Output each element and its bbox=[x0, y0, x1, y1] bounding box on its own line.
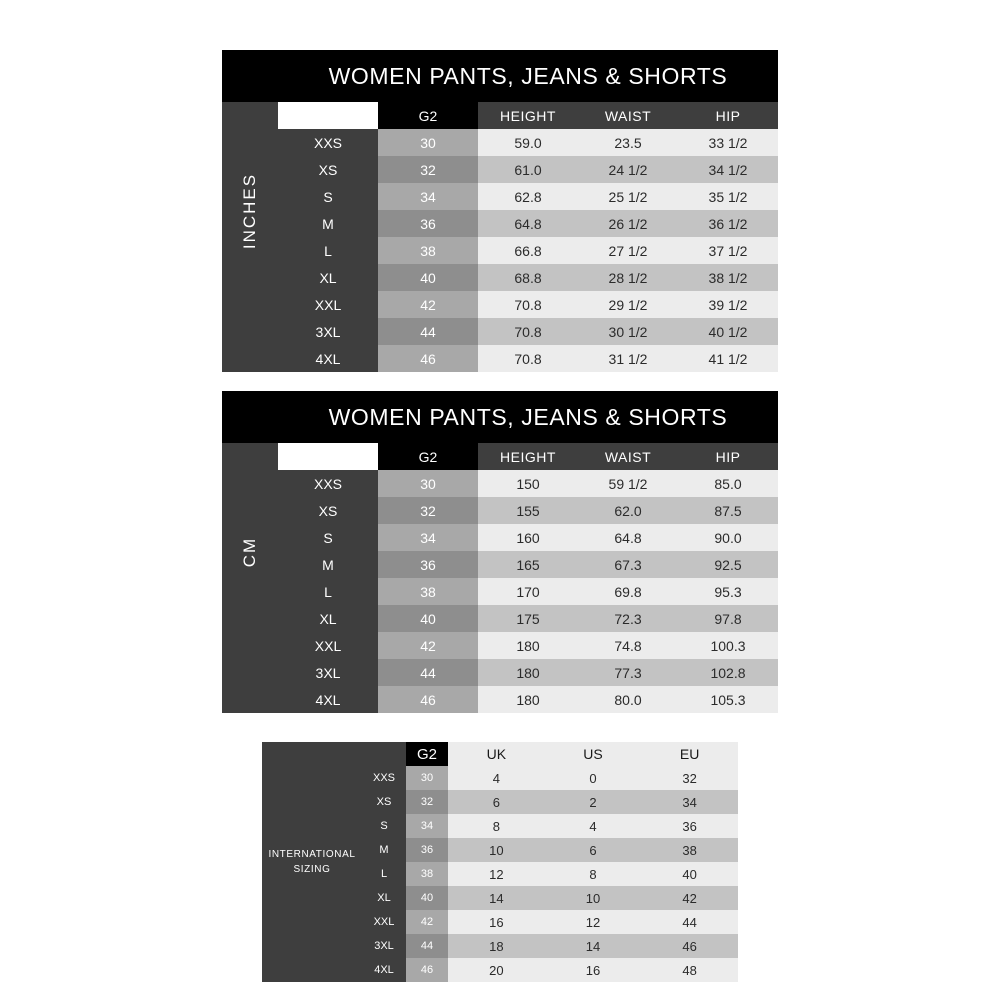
cell-g2: 30 bbox=[378, 129, 478, 156]
col-header-height-cm: HEIGHT bbox=[478, 443, 578, 470]
cell-value: 27 1/2 bbox=[578, 237, 678, 264]
cell-size: XXL bbox=[278, 632, 378, 659]
cell-g2: 32 bbox=[378, 156, 478, 183]
col-header-eu: EU bbox=[641, 742, 738, 766]
cell-value: 40 bbox=[641, 862, 738, 886]
cell-value: 34 1/2 bbox=[678, 156, 778, 183]
cell-size: XXL bbox=[278, 291, 378, 318]
cell-g2: 46 bbox=[406, 958, 448, 982]
cell-g2: 34 bbox=[378, 183, 478, 210]
cell-value: 74.8 bbox=[578, 632, 678, 659]
international-sizing-label: INTERNATIONAL SIZING bbox=[262, 742, 362, 982]
cell-value: 62.0 bbox=[578, 497, 678, 524]
cell-value: 64.8 bbox=[578, 524, 678, 551]
cell-size: L bbox=[278, 237, 378, 264]
table-cm-header-row bbox=[278, 443, 778, 470]
cell-value: 0 bbox=[545, 766, 642, 790]
cell-value: 87.5 bbox=[678, 497, 778, 524]
cell-value: 39 1/2 bbox=[678, 291, 778, 318]
cell-value: 20 bbox=[448, 958, 545, 982]
cell-value: 4 bbox=[448, 766, 545, 790]
col-header-size-intl bbox=[362, 742, 406, 766]
col-header-uk: UK bbox=[448, 742, 545, 766]
cell-value: 14 bbox=[448, 886, 545, 910]
cell-value: 61.0 bbox=[478, 156, 578, 183]
cell-value: 6 bbox=[448, 790, 545, 814]
col-header-g2-intl: G2 bbox=[406, 742, 448, 766]
cell-value: 8 bbox=[448, 814, 545, 838]
cell-value: 70.8 bbox=[478, 345, 578, 372]
cell-value: 34 bbox=[641, 790, 738, 814]
cell-value: 180 bbox=[478, 632, 578, 659]
cell-value: 16 bbox=[448, 910, 545, 934]
cell-value: 31 1/2 bbox=[578, 345, 678, 372]
cell-size: S bbox=[278, 524, 378, 551]
cell-value: 12 bbox=[545, 910, 642, 934]
table-row bbox=[278, 470, 778, 497]
cell-size: XL bbox=[362, 886, 406, 910]
cell-value: 8 bbox=[545, 862, 642, 886]
cell-size: XS bbox=[278, 156, 378, 183]
cell-value: 32 bbox=[641, 766, 738, 790]
cell-value: 23.5 bbox=[578, 129, 678, 156]
cell-value: 24 1/2 bbox=[578, 156, 678, 183]
cell-g2: 46 bbox=[378, 345, 478, 372]
chart-title-cm: WOMEN PANTS, JEANS & SHORTS bbox=[222, 391, 778, 443]
cell-value: 36 bbox=[641, 814, 738, 838]
cell-g2: 40 bbox=[406, 886, 448, 910]
cell-value: 70.8 bbox=[478, 318, 578, 345]
cell-value: 59 1/2 bbox=[578, 470, 678, 497]
cell-g2: 44 bbox=[378, 318, 478, 345]
cell-size: L bbox=[362, 862, 406, 886]
table-row bbox=[362, 910, 738, 934]
cell-g2: 44 bbox=[406, 934, 448, 958]
cell-size: XXS bbox=[362, 766, 406, 790]
cell-value: 35 1/2 bbox=[678, 183, 778, 210]
cell-value: 26 1/2 bbox=[578, 210, 678, 237]
table-row bbox=[278, 578, 778, 605]
cell-value: 12 bbox=[448, 862, 545, 886]
table-row bbox=[278, 156, 778, 183]
cell-g2: 30 bbox=[406, 766, 448, 790]
cell-value: 37 1/2 bbox=[678, 237, 778, 264]
table-row bbox=[278, 605, 778, 632]
table-international-body bbox=[362, 766, 738, 982]
cell-value: 59.0 bbox=[478, 129, 578, 156]
cell-value: 41 1/2 bbox=[678, 345, 778, 372]
cell-size: 3XL bbox=[362, 934, 406, 958]
cell-value: 38 1/2 bbox=[678, 264, 778, 291]
col-header-size-inches bbox=[278, 102, 378, 129]
col-header-hip-cm: HIP bbox=[678, 443, 778, 470]
cell-value: 16 bbox=[545, 958, 642, 982]
cell-value: 95.3 bbox=[678, 578, 778, 605]
cell-value: 40 1/2 bbox=[678, 318, 778, 345]
table-row bbox=[362, 862, 738, 886]
cell-value: 10 bbox=[448, 838, 545, 862]
cell-size: XXS bbox=[278, 129, 378, 156]
cell-value: 80.0 bbox=[578, 686, 678, 713]
cell-value: 6 bbox=[545, 838, 642, 862]
cell-value: 18 bbox=[448, 934, 545, 958]
cell-value: 92.5 bbox=[678, 551, 778, 578]
col-header-size-cm bbox=[278, 443, 378, 470]
table-row bbox=[278, 291, 778, 318]
cell-size: S bbox=[362, 814, 406, 838]
cell-value: 170 bbox=[478, 578, 578, 605]
cell-value: 100.3 bbox=[678, 632, 778, 659]
cell-value: 42 bbox=[641, 886, 738, 910]
chart-body-cm bbox=[278, 391, 778, 713]
table-cm-body bbox=[278, 470, 778, 713]
cell-value: 160 bbox=[478, 524, 578, 551]
cell-size: 3XL bbox=[278, 659, 378, 686]
cell-value: 64.8 bbox=[478, 210, 578, 237]
table-inches-head bbox=[278, 102, 778, 129]
cell-value: 4 bbox=[545, 814, 642, 838]
table-row bbox=[278, 237, 778, 264]
unit-label-inches-text: INCHES bbox=[240, 172, 260, 250]
table-row bbox=[278, 264, 778, 291]
cell-size: XS bbox=[362, 790, 406, 814]
col-header-height-inches: HEIGHT bbox=[478, 102, 578, 129]
cell-g2: 38 bbox=[406, 862, 448, 886]
cell-size: M bbox=[278, 210, 378, 237]
cell-value: 155 bbox=[478, 497, 578, 524]
table-row bbox=[278, 210, 778, 237]
cell-g2: 38 bbox=[378, 578, 478, 605]
cell-value: 25 1/2 bbox=[578, 183, 678, 210]
table-row bbox=[362, 958, 738, 982]
cell-g2: 32 bbox=[406, 790, 448, 814]
cell-value: 68.8 bbox=[478, 264, 578, 291]
table-row bbox=[362, 814, 738, 838]
unit-label-cm-text: CM bbox=[239, 536, 259, 568]
size-chart-international bbox=[262, 742, 738, 982]
cell-g2: 36 bbox=[378, 210, 478, 237]
cell-size: S bbox=[278, 183, 378, 210]
cell-value: 66.8 bbox=[478, 237, 578, 264]
cell-value: 48 bbox=[641, 958, 738, 982]
cell-g2: 42 bbox=[378, 632, 478, 659]
cell-value: 62.8 bbox=[478, 183, 578, 210]
table-row bbox=[278, 686, 778, 713]
cell-value: 69.8 bbox=[578, 578, 678, 605]
table-row bbox=[362, 790, 738, 814]
table-cm bbox=[278, 443, 778, 713]
cell-value: 77.3 bbox=[578, 659, 678, 686]
cell-size: L bbox=[278, 578, 378, 605]
cell-value: 44 bbox=[641, 910, 738, 934]
cell-value: 67.3 bbox=[578, 551, 678, 578]
cell-g2: 42 bbox=[378, 291, 478, 318]
col-header-waist-inches: WAIST bbox=[578, 102, 678, 129]
cell-g2: 46 bbox=[378, 686, 478, 713]
table-row bbox=[278, 318, 778, 345]
table-row bbox=[278, 183, 778, 210]
cell-value: 150 bbox=[478, 470, 578, 497]
cell-value: 97.8 bbox=[678, 605, 778, 632]
table-cm-head bbox=[278, 443, 778, 470]
table-international bbox=[362, 742, 738, 982]
cell-g2: 34 bbox=[378, 524, 478, 551]
cell-size: M bbox=[278, 551, 378, 578]
cell-value: 46 bbox=[641, 934, 738, 958]
table-inches bbox=[278, 102, 778, 372]
cell-value: 36 1/2 bbox=[678, 210, 778, 237]
cell-value: 10 bbox=[545, 886, 642, 910]
cell-value: 28 1/2 bbox=[578, 264, 678, 291]
col-header-waist-cm: WAIST bbox=[578, 443, 678, 470]
cell-g2: 32 bbox=[378, 497, 478, 524]
table-row bbox=[278, 632, 778, 659]
cell-value: 2 bbox=[545, 790, 642, 814]
cell-value: 29 1/2 bbox=[578, 291, 678, 318]
cell-size: 3XL bbox=[278, 318, 378, 345]
size-chart-cm bbox=[222, 391, 778, 713]
col-header-us: US bbox=[545, 742, 642, 766]
table-row bbox=[278, 129, 778, 156]
cell-size: XS bbox=[278, 497, 378, 524]
cell-size: 4XL bbox=[362, 958, 406, 982]
cell-value: 105.3 bbox=[678, 686, 778, 713]
col-header-hip-inches: HIP bbox=[678, 102, 778, 129]
cell-value: 85.0 bbox=[678, 470, 778, 497]
cell-value: 102.8 bbox=[678, 659, 778, 686]
cell-g2: 40 bbox=[378, 605, 478, 632]
cell-value: 90.0 bbox=[678, 524, 778, 551]
cell-value: 180 bbox=[478, 686, 578, 713]
table-row bbox=[278, 659, 778, 686]
table-inches-body bbox=[278, 129, 778, 372]
cell-g2: 44 bbox=[378, 659, 478, 686]
cell-value: 70.8 bbox=[478, 291, 578, 318]
cell-size: 4XL bbox=[278, 345, 378, 372]
cell-g2: 36 bbox=[378, 551, 478, 578]
cell-size: XXS bbox=[278, 470, 378, 497]
cell-size: XXL bbox=[362, 910, 406, 934]
cell-g2: 36 bbox=[406, 838, 448, 862]
cell-value: 165 bbox=[478, 551, 578, 578]
col-header-g2-cm: G2 bbox=[378, 443, 478, 470]
cell-size: 4XL bbox=[278, 686, 378, 713]
table-row bbox=[278, 345, 778, 372]
table-international-header-row bbox=[362, 742, 738, 766]
cell-size: XL bbox=[278, 605, 378, 632]
chart-body-inches bbox=[278, 50, 778, 372]
cell-value: 180 bbox=[478, 659, 578, 686]
cell-size: M bbox=[362, 838, 406, 862]
table-row bbox=[362, 934, 738, 958]
cell-g2: 30 bbox=[378, 470, 478, 497]
cell-g2: 40 bbox=[378, 264, 478, 291]
table-row bbox=[362, 766, 738, 790]
table-inches-header-row bbox=[278, 102, 778, 129]
size-chart-inches bbox=[222, 50, 778, 372]
cell-value: 14 bbox=[545, 934, 642, 958]
cell-value: 72.3 bbox=[578, 605, 678, 632]
chart-title-inches: WOMEN PANTS, JEANS & SHORTS bbox=[222, 50, 778, 102]
cell-value: 175 bbox=[478, 605, 578, 632]
table-row bbox=[362, 838, 738, 862]
cell-g2: 38 bbox=[378, 237, 478, 264]
table-row bbox=[278, 497, 778, 524]
table-international-head bbox=[362, 742, 738, 766]
cell-size: XL bbox=[278, 264, 378, 291]
cell-g2: 42 bbox=[406, 910, 448, 934]
table-row bbox=[278, 524, 778, 551]
cell-value: 38 bbox=[641, 838, 738, 862]
cell-value: 30 1/2 bbox=[578, 318, 678, 345]
table-row bbox=[278, 551, 778, 578]
table-row bbox=[362, 886, 738, 910]
cell-g2: 34 bbox=[406, 814, 448, 838]
col-header-g2-inches: G2 bbox=[378, 102, 478, 129]
cell-value: 33 1/2 bbox=[678, 129, 778, 156]
